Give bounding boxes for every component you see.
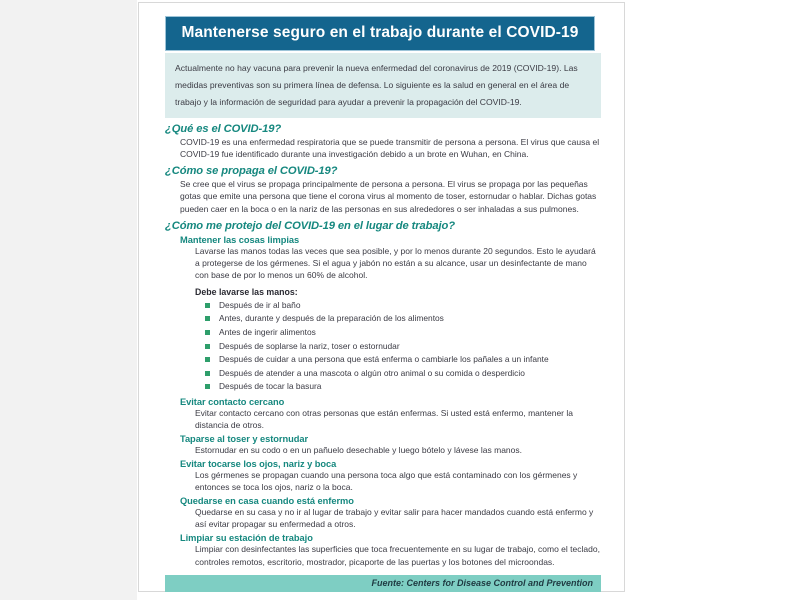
section-heading: ¿Cómo se propaga el COVID-19? [165, 165, 338, 178]
subsection-body: Evitar contacto cercano con otras personas que están enfermas. Si usted está enfermo, mantener la distancia de otros. [195, 408, 573, 431]
wash-hands-bullet-list [205, 299, 601, 394]
subsection-body: Lavarse las manos todas las veces que sea posible, y por lo menos durante 20 segundos. Esto le ayudará a protegerse de los gérmenes. Si el agua y jabón no están a su alcance, usar un desinfectante de mano con base de por lo menos un 60% de alcohol. [195, 245, 596, 280]
subsection-heading-stay-home: Quedarse en casa cuando está enfermo [180, 496, 354, 507]
subsection-heading-cover-cough: Taparse al toser y estornudar [180, 434, 309, 445]
subsection-heading-clean-workstation: Limpiar su estación de trabajo [180, 533, 313, 544]
wash-hands-list-heading: Debe lavarse las manos: [195, 286, 298, 297]
subsection-body: Estornudar en su codo o en un pañuelo desechable y luego bótelo y lávese las manos. [195, 445, 523, 456]
page-left-gutter [0, 0, 137, 600]
intro-paragraph: Actualmente no hay vacuna para prevenir la nueva enfermedad del coronavirus de 2019 (COVID-19). Las medidas preventivas son su primera línea de defensa. Lo siguiente es la salud en general en el área de trabajo y la información de seguridad para ayudar a prevenir la propagación del COVID-19. [175, 63, 578, 107]
list-item: Antes, durante y después de la preparación de los alimentos [205, 312, 601, 326]
section-body: Se cree que el virus se propaga principalmente de persona a persona. El virus se propaga por las pequeñas gotas que emite una persona que tiene el corona virus al momento de toser, estornudar o hablar. Dichas gotas pueden caer en la boca o en la nariz de las personas en sus alrededores o ser inhaladas a sus pulmones. [180, 179, 597, 214]
subsection-heading-avoid-close-contact: Evitar contacto cercano [180, 397, 285, 408]
source-footer: Fuente: Centers for Disease Control and Prevention [165, 575, 601, 592]
list-item: Después de atender a una mascota o algún otro animal o su comida o desperdicio [205, 367, 601, 381]
section-heading: ¿Cómo me protejo del COVID-19 en el lugar de trabajo? [165, 219, 455, 232]
section-how-to-protect [165, 220, 601, 568]
list-item: Después de cuidar a una persona que está enferma o cambiarle los pañales a un infante [205, 353, 601, 367]
list-item: Después de tocar la basura [205, 380, 601, 394]
section-what-is-covid [165, 123, 601, 160]
section-body: COVID-19 es una enfermedad respiratoria que se puede transmitir de persona a persona. El virus que causa el COVID-19 fue identificado durante una investigación debido a un brote en Wuhan, en China. [180, 137, 600, 160]
list-item: Antes de ingerir alimentos [205, 326, 601, 340]
subsection-body: Los gérmenes se propagan cuando una persona toca algo que está contaminado con los gérmenes y entonces se toca los ojos, nariz o la boca. [195, 470, 578, 493]
section-heading: ¿Qué es el COVID-19? [165, 123, 282, 136]
page-right-margin [626, 0, 800, 600]
list-item: Después de soplarse la nariz, toser o estornudar [205, 340, 601, 354]
document-content [165, 16, 601, 592]
list-item: Después de ir al baño [205, 299, 601, 313]
subsection-body: Limpiar con desinfectantes las superficies que toca frecuentemente en su lugar de trabajo, como el teclado, controles remotos, escritorio, mostrador, picaporte de las puertas y los botones del microondas. [195, 544, 600, 567]
page-title: Mantenerse seguro en el trabajo durante el COVID-19 [165, 16, 595, 51]
subsection-heading-keep-clean: Mantener las cosas limpias [180, 234, 300, 245]
intro-box [165, 53, 601, 118]
subsection-body: Quedarse en su casa y no ir al lugar de trabajo y evitar salir para hacer mandados cuando está enfermo y así evitar propagar su enfermedad a otros. [195, 507, 594, 530]
section-how-spreads [165, 165, 601, 214]
subsection-heading-avoid-touching-face: Evitar tocarse los ojos, nariz y boca [180, 459, 337, 470]
